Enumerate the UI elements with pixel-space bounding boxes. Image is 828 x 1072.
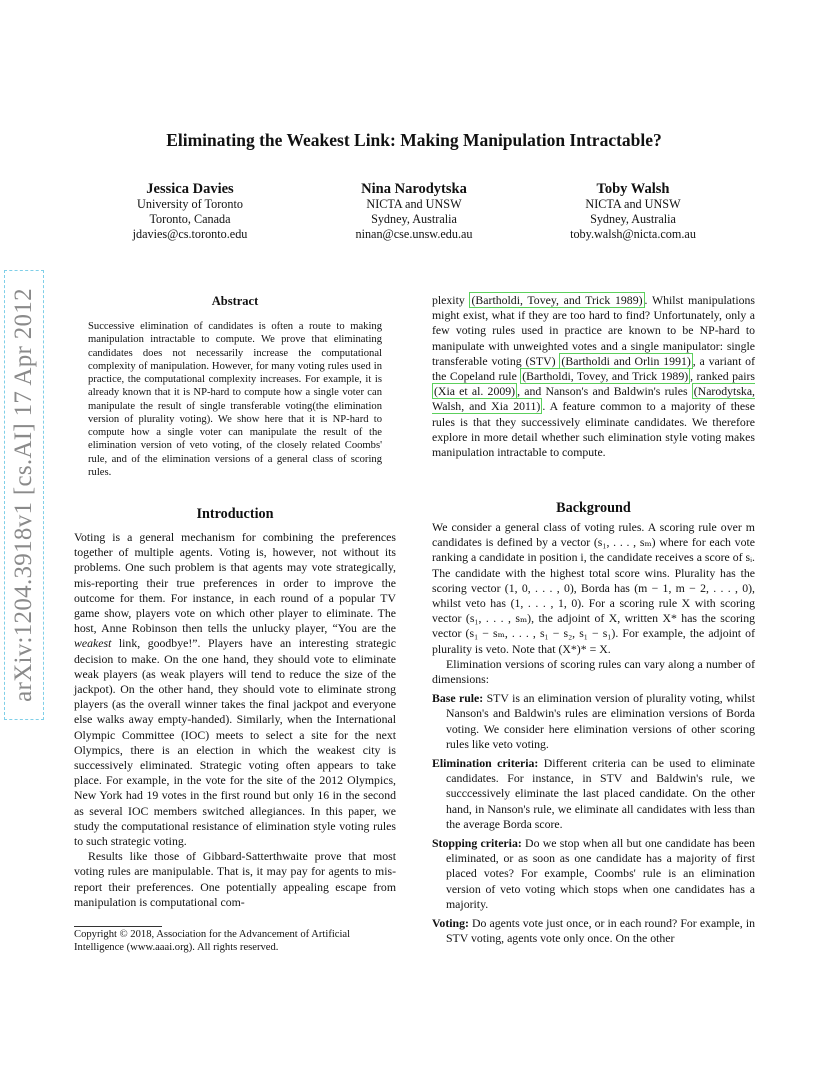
author-block-1 — [90, 181, 290, 243]
author-location: Sydney, Australia — [590, 212, 676, 227]
criteria-list — [432, 691, 755, 946]
list-item-text: Do agents vote just once, or in each round? For example, in STV voting, agents vote only once. On the other — [446, 916, 755, 946]
text-run: . Whilst manipulations might exist, what if they are too hard to find? Unfortunately, only a few voting rules used in practice are known to be NP-hard to manipulate with unweighted votes and a single manipulator: single transferable voting (STV) — [432, 293, 755, 368]
introduction-body — [74, 530, 396, 910]
author-email: toby.walsh@nicta.com.au — [570, 227, 696, 242]
author-name: Toby Walsh — [596, 181, 670, 197]
author-name: Nina Narodytska — [361, 181, 467, 197]
copyright-notice: Copyright © 2018, Association for the Advancement of Artificial Intelligence (www.aaai.org). All rights reserved. — [74, 929, 351, 953]
text-run: , ranked pairs — [690, 369, 756, 384]
intro-p1-part-a: Voting is a general mechanism for combining the preferences together of multiple agents. Voting is, however, not without its problems. One such problem is that agents may vote strategically, mis-reporting their true preferences in order to improve the outcome for them. For instance, in each round of a popular TV game show, players vote on which other player to eliminate. The host, Anne Robinson then tells the unlucky player, “You are the — [74, 530, 396, 636]
intro-paragraph-2: Results like those of Gibbard-Satterthwaite prove that most voting rules are manipulable. That is, it may pay for agents to mis-report their preferences. One potentially appealing escape from manipulation is computational com- — [74, 849, 396, 909]
intro-p1-part-b: link, goodbye!”. Players have an interesting strategic decision to make. On the one hand, they should vote to eliminate weak players (as weak players will tend to reduce the size of the jackpot). On the other hand, they should vote to eliminate strong players (as the overall winner takes the final jackpot and everyone else walks away empty-handed). Similarly, when the International Olympic Committee (IOC) meets to select a site for the next Olympics, there is an election in which the weakest city is successively eliminated. Strategic voting often appears to take place. For example, in the vote for the site of the 2012 Olympics, New York had 19 votes in the first round but only 16 in the second as several IOC members switched allegiances. In this paper, we study the computational resistance of elimination style voting rules to such strategic voting. — [74, 636, 396, 849]
list-item — [432, 691, 755, 752]
background-paragraph-1: We consider a general class of voting rules. A scoring rule over m candidates is defined by a vector (s₁, . . . , sₘ) where for each vote ranking a candidate in position i, the candidate receives a score of sᵢ. The candidate with the highest total score wins. Plurality has the scoring vector (1, 0, . . . , 0), Borda has (m − 1, m − 2, . . . , 0), whilst veto has (1, . . . , 1, 0). For a scoring rule X with scoring vector (s₁, . . . , sₘ), the adjoint of X, written X* has the scoring vector (s₁ − sₘ, . . . , s₁ − s₂, s₁ − s₁). For example, the adjoint of plurality is veto. Note that (X*)* = X. — [432, 520, 755, 656]
author-affiliation: University of Toronto — [137, 197, 243, 211]
author-block-2 — [314, 181, 514, 243]
intro-paragraph-1 — [74, 530, 396, 849]
footnote-rule — [74, 926, 162, 927]
citation-link[interactable]: (Bartholdi and Orlin 1991) — [561, 353, 691, 368]
paper-title: Eliminating the Weakest Link: Making Manipulation Intractable? — [166, 130, 662, 150]
arxiv-stamp-text: arXiv:1204.3918v1 [cs.AI] 17 Apr 2012 — [10, 288, 38, 702]
background-body — [432, 520, 755, 950]
author-block-3 — [533, 181, 733, 243]
background-heading: Background — [556, 500, 631, 516]
intro-continuation-paragraph — [432, 293, 755, 460]
text-run: , a variant of the Copeland rule — [432, 353, 755, 384]
text-run: . A feature common to a majority of these rules is that they successively eliminate candidates. We therefore explore in more detail whether such elimination style voting makes manipulation intractable to compute. — [432, 399, 755, 460]
list-item-text: STV is an elimination version of plurality voting, whilst Nanson's and Baldwin's rules are elimination versions of Borda voting. We consider here elimination versions of other scoring rules like veto voting. — [446, 691, 755, 751]
abstract-text: Successive elimination of candidates is often a route to making manipulation intractable to compute. We prove that eliminating candidates does not necessarily increase the computational complexity of manipulation. However, for many voting rules used in practice, the computational complexity increases. For example, it is already known that it is NP-hard to compute how a single voter can manipulate the result of single transferable voting(the elimination version of plurality voting). We show here that it is NP-hard to compute how a single voter can manipulate the result of the elimination version of veto voting, of the closely related Coombs' rule, and of the elimination versions of a general class of scoring rules. — [88, 321, 382, 478]
list-item-label: Base rule: — [432, 691, 484, 706]
list-item-label: Stopping criteria: — [432, 836, 522, 851]
list-item-label: Voting: — [432, 916, 469, 931]
list-item — [432, 916, 755, 946]
citation-link[interactable]: (Bartholdi, Tovey, and Trick 1989) — [471, 293, 643, 307]
text-run: plexity — [432, 293, 470, 307]
intro-p1-emphasis: weakest — [74, 636, 112, 651]
author-email: ninan@cse.unsw.edu.au — [355, 227, 473, 242]
introduction-heading: Introduction — [196, 506, 274, 522]
intro-continuation — [432, 293, 755, 460]
citation-link[interactable]: (Bartholdi, Tovey, and Trick 1989) — [522, 369, 689, 384]
author-location: Toronto, Canada — [149, 212, 231, 227]
author-email: jdavies@cs.toronto.edu — [132, 227, 248, 242]
list-item — [432, 756, 755, 832]
author-name: Jessica Davies — [146, 181, 234, 197]
author-affiliation: NICTA and UNSW — [585, 197, 681, 211]
citation-link[interactable]: (Xia et al. 2009) — [434, 384, 516, 399]
author-affiliation: NICTA and UNSW — [366, 197, 462, 211]
list-item-label: Elimination criteria: — [432, 756, 539, 771]
text-run: , and Nanson's and Baldwin's rules — [517, 384, 692, 399]
list-item-text: Different criteria can be used to eliminate candidates. For instance, in STV and Baldwin's rule, we succcessively eliminate the last placed candidate. On the other hand, in Nanson's rule, we eliminate all candidates with less than the average Borda score. — [446, 756, 755, 831]
abstract-heading: Abstract — [211, 294, 259, 308]
list-item-text: Do we stop when all but one candidate has been eliminated, or as soon as one candidate has a majority of first placed votes? For example, Coombs' rule is an elimination version of veto voting which stops when one candidates has a majority. — [446, 836, 755, 911]
author-location: Sydney, Australia — [371, 212, 457, 227]
citation-link[interactable]: (Narodytska, Walsh, and Xia 2011) — [432, 384, 756, 414]
arxiv-stamp — [4, 270, 44, 720]
list-item — [432, 836, 755, 912]
background-paragraph-2: Elimination versions of scoring rules can vary along a number of dimensions: — [432, 656, 755, 687]
